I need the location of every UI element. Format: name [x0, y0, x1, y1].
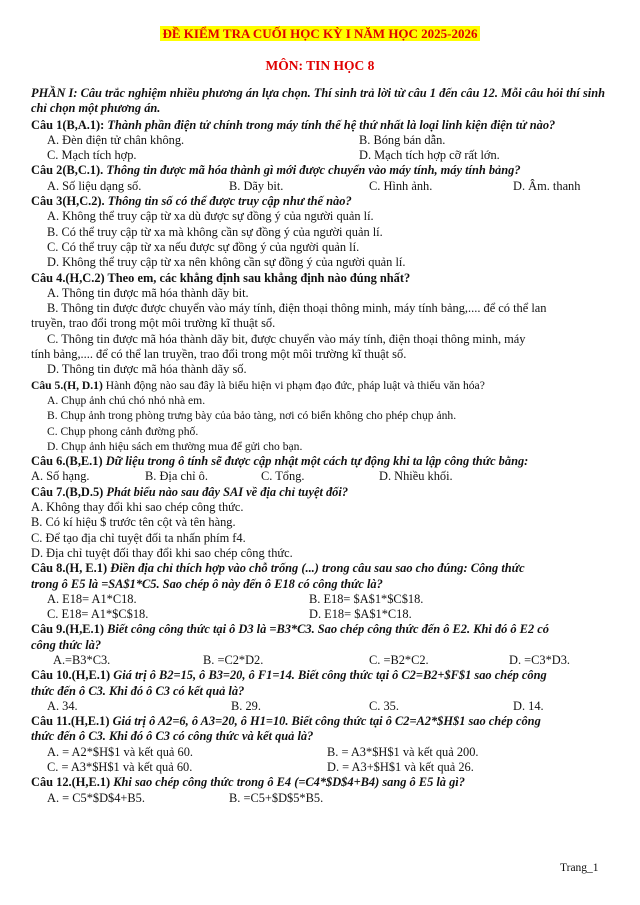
question-10 — [31, 668, 615, 714]
q3-option-d: D. Không thể truy cập từ xa nên không cần sự đồng ý của người quản lí. — [47, 255, 406, 270]
question-3-head: Câu 3(H,C.2). — [31, 194, 105, 209]
q4-option-b-line1: B. Thông tin được được chuyển vào máy tính, điện thoại thông minh, máy tính bảng,.... để có thể lan — [47, 301, 547, 316]
question-12-head: Câu 12.(H,E.1) — [31, 775, 111, 790]
exam-title: ĐỀ KIỂM TRA CUỐI HỌC KỲ I NĂM HỌC 2025-2026 — [162, 26, 478, 41]
q4-option-c-line2: tính bảng,.... để có thể lan truyền, trao đổi trong một môi trường kĩ thuật số. — [31, 347, 407, 362]
q4-option-a: A. Thông tin được mã hóa thành dãy bit. — [47, 285, 249, 300]
q5-option-d: D. Chụp ảnh hiệu sách em thường mua để gửi cho bạn. — [47, 439, 303, 453]
question-4-head: Câu 4.(H,C.2) Theo em, các khẳng định sau khẳng định nào đúng nhất? — [31, 270, 411, 285]
q7-option-a: A. Không thay đổi khi sao chép công thức. — [31, 500, 244, 515]
page-number: Trang_1 — [560, 862, 599, 874]
q10-option-d: D. 14. — [513, 698, 544, 713]
q11-option-b: B. = A3*$H$1 và kết quả 200. — [327, 744, 479, 759]
question-1 — [31, 118, 615, 164]
question-3 — [31, 194, 615, 270]
question-12-text: Khi sao chép công thức trong ô E4 (=C4*$D$4+B4) sang ô E5 là gì? — [113, 775, 465, 790]
question-5-text: Hành động nào sau đây là biểu hiện vi phạm đạo đức, pháp luật và thiếu văn hóa? — [105, 378, 485, 392]
question-7 — [31, 485, 615, 561]
q4-option-d: D. Thông tin được mã hóa thành dãy số. — [47, 362, 247, 377]
question-8-text-line2: trong ô E5 là =SA$1*C5. Sao chép ô này đến ô E18 có công thức là? — [31, 576, 383, 591]
question-8 — [31, 561, 615, 622]
question-11 — [31, 714, 615, 775]
q8-option-c: C. E18= A1*$C$18. — [47, 607, 149, 622]
q6-option-d: D. Nhiều khối. — [379, 469, 453, 484]
q10-option-c: C. 35. — [369, 698, 399, 713]
q11-option-d: D. = A3+$H$1 và kết quả 26. — [327, 760, 474, 775]
subject-title: MÔN: TIN HỌC 8 — [265, 58, 375, 73]
question-12 — [31, 775, 615, 806]
question-9-head: Câu 9.(H,E.1) — [31, 622, 104, 637]
q4-option-b-line2: truyền, trao đổi trong một môi trường kĩ thuật số. — [31, 316, 276, 331]
question-8-head: Câu 8.(H, E.1) — [31, 561, 108, 576]
question-6-text: Dữ liệu trong ô tính sẽ được cập nhật một cách tự động khi ta lập công thức bằng: — [105, 454, 529, 469]
q1-option-b: B. Bóng bán dẫn. — [359, 132, 446, 147]
q8-option-d: D. E18= $A$1*C18. — [309, 607, 412, 622]
question-2 — [31, 163, 615, 194]
question-10-text-line1: Giá trị ô B2=15, ô B3=20, ô F1=14. Biết công thức tại ô C2=B2+$F$1 sao chép công — [113, 668, 547, 683]
question-10-head: Câu 10.(H,E.1) — [31, 668, 111, 683]
q5-option-b: B. Chụp ảnh trong phòng trưng bày của bảo tàng, nơi có biển không cho phép chụp ảnh. — [47, 409, 457, 423]
q2-option-b: B. Dãy bit. — [229, 178, 284, 193]
question-5 — [31, 378, 615, 454]
q8-option-a: A. E18= A1*C18. — [47, 591, 137, 606]
q9-option-d: D. =C3*D3. — [509, 652, 571, 667]
q9-option-a: A.=B3*C3. — [53, 652, 111, 667]
q6-option-a: A. Số hạng. — [31, 469, 90, 484]
q9-option-c: C. =B2*C2. — [369, 652, 429, 667]
question-5-head: Câu 5.(H, D.1) — [31, 378, 103, 392]
q5-option-a: A. Chụp ảnh chú chó nhỏ nhà em. — [47, 393, 206, 407]
question-9-text-line2: công thức là? — [31, 637, 102, 652]
q2-option-d: D. Âm. thanh — [513, 178, 581, 193]
q8-option-b: B. E18= $A$1*$C$18. — [309, 591, 424, 606]
question-1-text: Thành phần điện tử chính trong máy tính thế hệ thứ nhất là loại linh kiện điện tử nào? — [107, 117, 556, 132]
question-6-head: Câu 6.(B,E.1) — [31, 454, 103, 469]
question-6 — [31, 454, 615, 485]
question-4 — [31, 271, 615, 378]
question-2-text: Thông tin được mã hóa thành gì mới được chuyển vào máy tính, máy tính bảng? — [106, 163, 521, 178]
q7-option-b: B. Có kí hiệu $ trước tên cột và tên hàng. — [31, 515, 236, 530]
q10-option-a: A. 34. — [47, 698, 78, 713]
q6-option-c: C. Tổng. — [261, 469, 305, 484]
question-7-head: Câu 7.(B,D.5) — [31, 484, 104, 499]
question-10-text-line2: thức đến ô C3. Khi đó ô C3 có kết quả là? — [31, 683, 245, 698]
question-9-text-line1: Biết công công thức tại ô D3 là =B3*C3. Sao chép công thức đến ô E2. Khi đó ô E2 có — [107, 622, 549, 637]
q6-option-b: B. Địa chỉ ô. — [145, 469, 208, 484]
q3-option-a: A. Không thể truy cập từ xa dù được sự đồng ý của người quản lí. — [47, 209, 374, 224]
q1-option-c: C. Mạch tích hợp. — [47, 148, 137, 163]
question-11-text-line1: Giá trị ô A2=6, ô A3=20, ô H1=10. Biết công thức tại ô C2=A2*$H$1 sao chép công — [112, 714, 541, 729]
q3-option-c: C. Có thể truy cập từ xa nếu được sự đồng ý của người quản lí. — [47, 239, 360, 254]
q2-option-a: A. Số liệu dạng số. — [47, 178, 142, 193]
question-11-text-line2: thức đến ô C3. Khi đó ô C3 có công thức và kết quả là? — [31, 729, 314, 744]
q10-option-b: B. 29. — [231, 698, 261, 713]
q11-option-c: C. = A3*$H$1 và kết quả 60. — [47, 760, 193, 775]
question-11-head: Câu 11.(H,E.1) — [31, 714, 110, 729]
q5-option-c: C. Chụp phong cảnh đường phố. — [47, 424, 199, 438]
q7-option-d: D. Địa chỉ tuyệt đối thay đổi khi sao chép công thức. — [31, 545, 293, 560]
q4-option-c-line1: C. Thông tin được mã hóa thành dãy bit, được chuyển vào máy tính, điện thoại thông minh, máy — [47, 331, 526, 346]
q1-option-d: D. Mạch tích hợp cỡ rất lớn. — [359, 148, 500, 163]
q11-option-a: A. = A2*$H$1 và kết quả 60. — [47, 744, 194, 759]
q12-option-b: B. =C5+$D$5*B5. — [229, 790, 324, 805]
exam-content — [31, 86, 615, 806]
q12-option-a: A. = C5*$D$4+B5. — [47, 790, 145, 805]
q2-option-c: C. Hình ảnh. — [369, 178, 433, 193]
q1-option-a: A. Đèn điện tử chân không. — [47, 132, 185, 147]
question-2-head: Câu 2(B,C.1). — [31, 163, 104, 178]
question-3-text: Thông tin số có thể được truy cập như thế nào? — [107, 194, 352, 209]
question-8-text-line1: Điền địa chỉ thích hợp vào chỗ trống (...) trong câu sau sao cho đúng: Công thức — [110, 561, 525, 576]
q9-option-b: B. =C2*D2. — [203, 652, 264, 667]
q3-option-b: B. Có thể truy cập từ xa mà không cần sự đồng ý của người quản lí. — [47, 224, 383, 239]
question-9 — [31, 622, 615, 668]
q7-option-c: C. Để tạo địa chỉ tuyệt đối ta nhấn phím f4. — [31, 530, 246, 545]
question-1-head: Câu 1(B,A.1): — [31, 117, 105, 132]
question-7-text: Phát biểu nào sau đây SAI về địa chỉ tuyệt đối? — [106, 484, 349, 499]
part1-instructions: PHẦN I: Câu trắc nghiệm nhiều phương án lựa chọn. Thí sinh trả lời từ câu 1 đến câu 12. Mỗi câu hỏi thí sinh chỉ chọn một phương án. — [31, 86, 606, 116]
